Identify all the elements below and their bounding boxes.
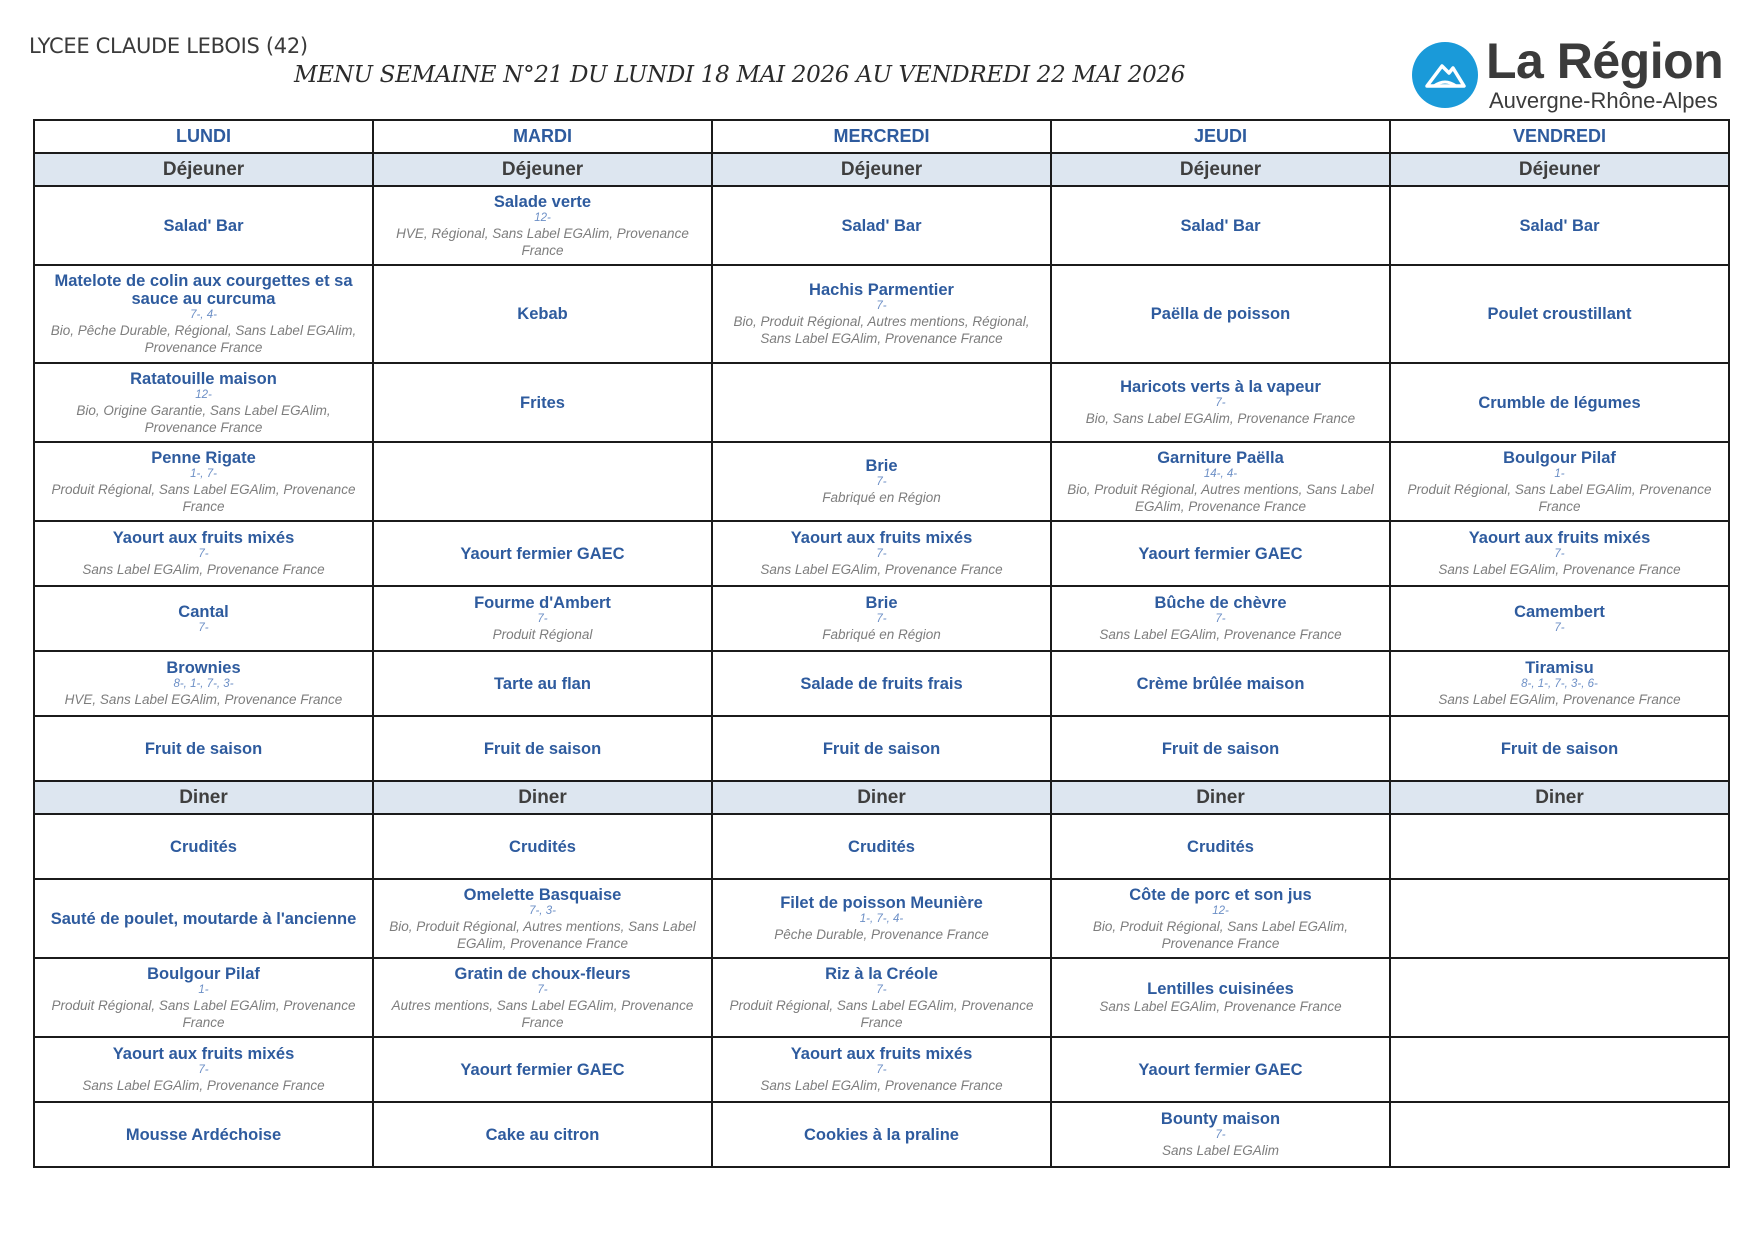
dish-labels: Bio, Produit Régional, Autres mentions, Sans Label EGAlim, Provenance France xyxy=(1067,481,1374,514)
dish-labels: Bio, Sans Label EGAlim, Provenance France xyxy=(1085,411,1356,426)
dish-allergens: 7- xyxy=(537,983,548,996)
meal-header: Déjeuner xyxy=(1051,153,1390,186)
menu-cell xyxy=(373,521,712,586)
meal-header-row xyxy=(34,153,1729,186)
dish-name: Salade de fruits frais xyxy=(800,674,963,693)
menu-cell xyxy=(34,186,373,265)
dish-name: Salad' Bar xyxy=(841,216,922,235)
dish-labels: Sans Label EGAlim, Provenance France xyxy=(1438,562,1681,577)
dish-name: Garniture Paëlla xyxy=(1157,448,1284,467)
dish-name: Boulgour Pilaf xyxy=(1503,448,1616,467)
course-row xyxy=(34,1102,1729,1167)
menu-cell xyxy=(373,1037,712,1102)
menu-cell xyxy=(34,814,373,879)
dish-allergens: 7- xyxy=(876,476,887,488)
menu-cell xyxy=(712,586,1051,651)
meal-header: Diner xyxy=(1390,781,1729,814)
dish-name: Riz à la Créole xyxy=(825,964,938,983)
dish-allergens: 7- xyxy=(876,300,887,312)
menu-cell xyxy=(712,521,1051,586)
dish-name: Salade verte xyxy=(493,192,592,211)
dish-allergens: 7- xyxy=(537,613,548,625)
menu-cell xyxy=(712,958,1051,1037)
region-logo-name: La Région xyxy=(1486,33,1724,89)
dish-allergens: 7- xyxy=(876,548,887,560)
meal-header: Diner xyxy=(1051,781,1390,814)
dish-name: Crème brûlée maison xyxy=(1136,674,1305,693)
course-row xyxy=(34,958,1729,1037)
school-name: LYCEE CLAUDE LEBOIS (42) xyxy=(29,34,308,58)
menu-cell xyxy=(1390,651,1729,716)
dish-name: Brie xyxy=(865,594,898,612)
menu-cell xyxy=(34,651,373,716)
menu-cell xyxy=(373,879,712,958)
dish-name: Filet de poisson Meunière xyxy=(780,894,983,912)
course-row xyxy=(34,186,1729,265)
dish-allergens: 7- xyxy=(1215,613,1226,625)
dish-labels: Produit Régional, Sans Label EGAlim, Provenance France xyxy=(729,997,1034,1030)
dish-name: Camembert xyxy=(1514,602,1605,621)
dish-name: Matelote de colin aux courgettes et sa sauce au curcuma xyxy=(54,272,353,308)
dish-labels: Sans Label EGAlim, Provenance France xyxy=(760,562,1003,577)
dish-name: Cake au citron xyxy=(485,1125,600,1144)
dish-name: Crudités xyxy=(1187,837,1254,856)
dish-allergens: 7- xyxy=(876,983,887,996)
dish-name: Brownies xyxy=(166,659,241,677)
menu-week-title: MENU SEMAINE N°21 DU LUNDI 18 MAI 2026 AU VENDREDI 22 MAI 2026 xyxy=(294,62,1186,88)
course-row xyxy=(34,442,1729,521)
dish-name: Yaourt aux fruits mixés xyxy=(790,1045,973,1063)
menu-cell xyxy=(373,265,712,363)
dish-name: Sauté de poulet, moutarde à l'ancienne xyxy=(50,909,357,928)
menu-cell xyxy=(1390,442,1729,521)
dish-name: Bounty maison xyxy=(1160,1110,1281,1128)
menu-cell xyxy=(373,716,712,781)
day-header: MARDI xyxy=(373,120,712,153)
dish-name: Crumble de légumes xyxy=(1478,393,1641,412)
dish-name: Yaourt aux fruits mixés xyxy=(112,529,295,547)
course-row xyxy=(34,879,1729,958)
meal-header: Diner xyxy=(373,781,712,814)
menu-cell xyxy=(373,363,712,442)
dish-allergens: 7- xyxy=(198,1064,209,1076)
dish-allergens: 7- xyxy=(1215,397,1226,409)
dish-allergens: 1- xyxy=(1554,467,1565,480)
dish-labels: Pêche Durable, Provenance France xyxy=(774,927,989,942)
dish-name: Hachis Parmentier xyxy=(809,281,954,299)
dish-name: Gratin de choux-fleurs xyxy=(454,964,631,983)
meal-header: Déjeuner xyxy=(712,153,1051,186)
dish-allergens: 7- xyxy=(198,548,209,560)
menu-cell xyxy=(1051,651,1390,716)
menu-cell xyxy=(1051,586,1390,651)
menu-body xyxy=(34,153,1729,1167)
dish-allergens: 8-, 1-, 7-, 3- xyxy=(173,678,234,690)
menu-cell xyxy=(1390,363,1729,442)
dish-name: Ratatouille maison xyxy=(130,369,277,388)
dish-allergens: 7- xyxy=(876,1064,887,1076)
menu-cell xyxy=(1051,1037,1390,1102)
dish-name: Bûche de chèvre xyxy=(1154,594,1287,612)
dish-allergens: 1- xyxy=(198,983,209,996)
dish-name: Yaourt aux fruits mixés xyxy=(790,529,973,547)
dish-name: Fruit de saison xyxy=(483,739,602,758)
menu-cell xyxy=(34,265,373,363)
meal-header: Déjeuner xyxy=(373,153,712,186)
meal-header: Diner xyxy=(712,781,1051,814)
dish-allergens: 7- xyxy=(198,621,209,634)
meal-header: Déjeuner xyxy=(1390,153,1729,186)
menu-cell xyxy=(1051,363,1390,442)
menu-cell xyxy=(34,586,373,651)
dish-allergens: 12- xyxy=(534,211,551,224)
menu-cell xyxy=(34,1102,373,1167)
menu-cell xyxy=(1390,265,1729,363)
dish-allergens: 12- xyxy=(195,388,212,401)
menu-cell xyxy=(1390,716,1729,781)
dish-allergens: 1-, 7-, 4- xyxy=(859,913,904,925)
region-logo-subtitle: Auvergne-Rhône-Alpes xyxy=(1489,88,1718,113)
menu-cell xyxy=(1390,521,1729,586)
course-row xyxy=(34,265,1729,363)
dish-name: Tiramisu xyxy=(1525,659,1594,677)
menu-cell xyxy=(373,651,712,716)
menu-cell xyxy=(712,651,1051,716)
menu-cell xyxy=(712,1102,1051,1167)
dish-name: Kebab xyxy=(517,305,568,323)
menu-cell xyxy=(373,586,712,651)
dish-name: Poulet croustillant xyxy=(1487,305,1632,323)
weekly-menu-table xyxy=(33,119,1730,1168)
dish-labels: Produit Régional xyxy=(492,627,593,642)
menu-cell xyxy=(1051,879,1390,958)
dish-name: Lentilles cuisinées xyxy=(1147,980,1294,998)
dish-name: Yaourt fermier GAEC xyxy=(1138,544,1303,563)
dish-name: Salad' Bar xyxy=(163,216,244,235)
dish-name: Haricots verts à la vapeur xyxy=(1120,378,1321,396)
region-logo-icon xyxy=(1412,42,1478,108)
dish-name: Yaourt fermier GAEC xyxy=(460,544,625,563)
dish-labels: Bio, Origine Garantie, Sans Label EGAlim, Provenance France xyxy=(76,402,331,435)
day-header: VENDREDI xyxy=(1390,120,1729,153)
dish-labels: Produit Régional, Sans Label EGAlim, Provenance France xyxy=(1407,481,1712,514)
dish-labels: HVE, Sans Label EGAlim, Provenance France xyxy=(64,692,343,707)
dish-labels: Produit Régional, Sans Label EGAlim, Provenance France xyxy=(51,997,356,1030)
menu-cell xyxy=(373,186,712,265)
menu-cell xyxy=(1051,521,1390,586)
dish-name: Yaourt aux fruits mixés xyxy=(112,1045,295,1063)
dish-name: Yaourt fermier GAEC xyxy=(1138,1060,1303,1079)
menu-cell xyxy=(1390,879,1729,958)
dish-name: Penne Rigate xyxy=(151,448,256,467)
dish-labels: Fabriqué en Région xyxy=(822,627,941,642)
course-row xyxy=(34,363,1729,442)
dish-allergens: 1-, 7- xyxy=(190,467,217,480)
dish-labels: Sans Label EGAlim, Provenance France xyxy=(1099,627,1342,642)
menu-cell xyxy=(34,958,373,1037)
menu-cell xyxy=(1051,1102,1390,1167)
dish-labels: Fabriqué en Région xyxy=(822,490,941,505)
dish-name: Fruit de saison xyxy=(144,739,263,758)
menu-cell xyxy=(712,186,1051,265)
meal-header: Diner xyxy=(34,781,373,814)
dish-labels: Sans Label EGAlim, Provenance France xyxy=(760,1078,1003,1093)
dish-name: Salad' Bar xyxy=(1519,216,1600,235)
course-row xyxy=(34,1037,1729,1102)
dish-name: Fruit de saison xyxy=(1161,739,1280,758)
dish-name: Fourme d'Ambert xyxy=(474,594,611,612)
menu-cell xyxy=(712,716,1051,781)
menu-cell xyxy=(373,442,712,521)
dish-name: Omelette Basquaise xyxy=(463,885,622,904)
menu-cell xyxy=(1051,442,1390,521)
dish-labels: Sans Label EGAlim, Provenance France xyxy=(82,1078,325,1093)
menu-cell xyxy=(34,716,373,781)
menu-cell xyxy=(712,363,1051,442)
dish-labels: Bio, Produit Régional, Sans Label EGAlim, Provenance France xyxy=(1092,918,1349,951)
menu-cell xyxy=(373,958,712,1037)
dish-name: Boulgour Pilaf xyxy=(147,964,260,983)
dish-allergens: 7-, 3- xyxy=(529,904,556,917)
course-row xyxy=(34,814,1729,879)
dish-allergens: 7- xyxy=(1554,621,1565,634)
menu-cell xyxy=(1051,716,1390,781)
day-header: LUNDI xyxy=(34,120,373,153)
dish-labels: Autres mentions, Sans Label EGAlim, Provenance France xyxy=(391,997,694,1030)
course-row xyxy=(34,521,1729,586)
dish-allergens: 8-, 1-, 7-, 3-, 6- xyxy=(1521,678,1598,690)
dish-labels: HVE, Régional, Sans Label EGAlim, Provenance France xyxy=(396,225,689,258)
menu-cell xyxy=(712,442,1051,521)
dish-name: Cantal xyxy=(178,602,229,621)
menu-cell xyxy=(1390,958,1729,1037)
dish-name: Tarte au flan xyxy=(494,674,591,693)
dish-allergens: 14-, 4- xyxy=(1203,467,1238,480)
meal-header-row xyxy=(34,781,1729,814)
dish-name: Brie xyxy=(865,457,898,475)
menu-cell xyxy=(373,1102,712,1167)
dish-allergens: 7- xyxy=(1215,1129,1226,1141)
dish-labels: Bio, Pêche Durable, Régional, Sans Label EGAlim, Provenance France xyxy=(50,323,357,355)
dish-name: Côte de porc et son jus xyxy=(1129,885,1312,904)
course-row xyxy=(34,716,1729,781)
menu-cell xyxy=(1390,814,1729,879)
day-header: MERCREDI xyxy=(712,120,1051,153)
menu-cell xyxy=(1390,1037,1729,1102)
dish-allergens: 12- xyxy=(1212,904,1229,917)
menu-cell xyxy=(1051,814,1390,879)
menu-cell xyxy=(373,814,712,879)
menu-cell xyxy=(1051,186,1390,265)
menu-cell xyxy=(34,879,373,958)
course-row xyxy=(34,586,1729,651)
dish-labels: Sans Label EGAlim, Provenance France xyxy=(82,562,325,577)
day-header-row xyxy=(34,120,1729,153)
menu-cell xyxy=(1390,1102,1729,1167)
dish-name: Frites xyxy=(520,393,565,412)
dish-name: Mousse Ardéchoise xyxy=(125,1125,282,1144)
region-logo xyxy=(1412,33,1732,114)
dish-name: Fruit de saison xyxy=(822,739,941,758)
dish-name: Crudités xyxy=(170,837,237,856)
menu-cell xyxy=(712,814,1051,879)
menu-cell xyxy=(34,521,373,586)
menu-cell xyxy=(34,442,373,521)
dish-labels: Produit Régional, Sans Label EGAlim, Provenance France xyxy=(51,481,356,514)
dish-labels: Sans Label EGAlim, Provenance France xyxy=(1099,999,1342,1014)
dish-name: Yaourt fermier GAEC xyxy=(460,1060,625,1079)
menu-cell xyxy=(1051,265,1390,363)
course-row xyxy=(34,651,1729,716)
menu-cell xyxy=(712,265,1051,363)
dish-name: Crudités xyxy=(848,837,915,856)
dish-name: Paëlla de poisson xyxy=(1150,305,1291,323)
dish-name: Yaourt aux fruits mixés xyxy=(1468,529,1651,547)
dish-labels: Bio, Produit Régional, Autres mentions, Sans Label EGAlim, Provenance France xyxy=(389,918,696,951)
dish-labels: Sans Label EGAlim xyxy=(1161,1143,1280,1158)
dish-allergens: 7-, 4- xyxy=(190,309,217,321)
meal-header: Déjeuner xyxy=(34,153,373,186)
menu-cell xyxy=(712,1037,1051,1102)
day-header: JEUDI xyxy=(1051,120,1390,153)
dish-name: Crudités xyxy=(509,837,576,856)
dish-name: Cookies à la praline xyxy=(804,1125,959,1144)
dish-allergens: 7- xyxy=(1554,548,1565,560)
dish-name: Fruit de saison xyxy=(1500,739,1619,758)
menu-cell xyxy=(34,1037,373,1102)
menu-cell xyxy=(712,879,1051,958)
dish-labels: Bio, Produit Régional, Autres mentions, Régional, Sans Label EGAlim, Provenance France xyxy=(733,314,1030,346)
menu-cell xyxy=(1051,958,1390,1037)
dish-labels: Sans Label EGAlim, Provenance France xyxy=(1438,692,1681,707)
menu-cell xyxy=(1390,186,1729,265)
menu-cell xyxy=(1390,586,1729,651)
menu-cell xyxy=(34,363,373,442)
dish-allergens: 7- xyxy=(876,613,887,625)
dish-name: Salad' Bar xyxy=(1180,216,1261,235)
